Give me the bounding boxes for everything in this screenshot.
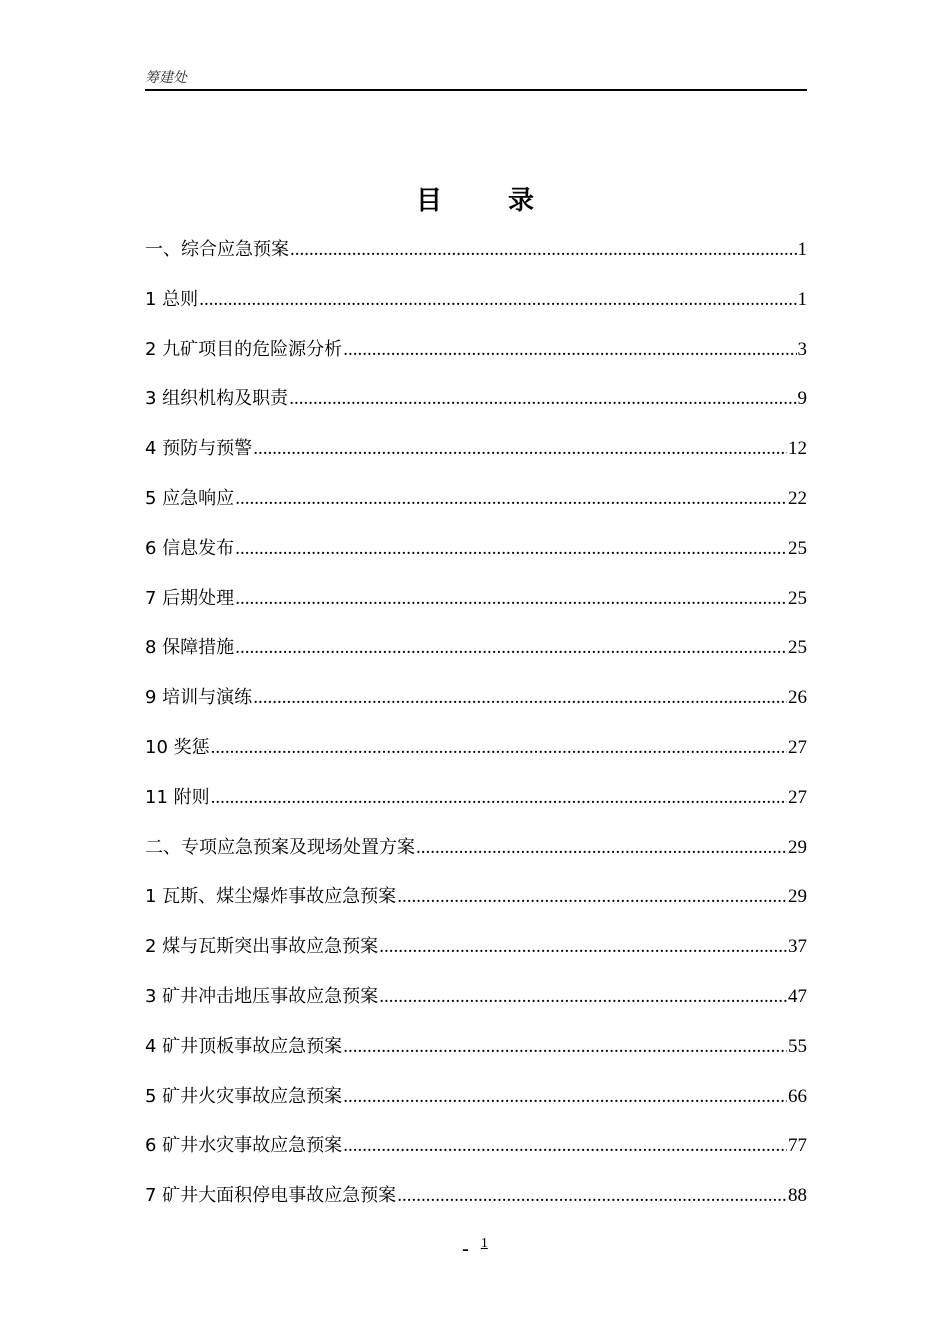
toc-entry-page[interactable]: 25 (788, 587, 807, 609)
toc-entry-page[interactable]: 29 (788, 836, 807, 858)
toc-entry-label[interactable]: 5 应急响应 (145, 487, 235, 509)
toc-entry-page[interactable]: 27 (788, 736, 807, 758)
toc-entry-page[interactable]: 66 (788, 1085, 807, 1107)
page-number: 1 (480, 1236, 488, 1251)
toc-leader-dots (253, 427, 787, 471)
toc-entry-page[interactable]: 25 (788, 637, 807, 659)
toc-entry-page[interactable]: 1 (797, 288, 807, 310)
toc-entry[interactable] (145, 826, 807, 876)
toc-leader-dots (343, 1075, 787, 1119)
toc-entry-page[interactable]: 88 (788, 1185, 807, 1207)
toc-leader-dots (289, 377, 796, 421)
page-footer (0, 1236, 950, 1261)
toc-title (0, 180, 950, 222)
toc-entry-label[interactable]: 7 后期处理 (145, 587, 235, 609)
toc-entry[interactable] (145, 228, 807, 278)
header-rule (145, 89, 807, 91)
toc-entry-page[interactable]: 22 (788, 487, 807, 509)
toc-entry-label[interactable]: 二、专项应急预案及现场处置方案 (145, 836, 415, 858)
table-of-contents (145, 228, 807, 1224)
toc-entry[interactable] (145, 377, 807, 427)
toc-entry[interactable] (145, 427, 807, 477)
page-header (145, 68, 807, 88)
toc-entry[interactable] (145, 676, 807, 726)
toc-entry[interactable] (145, 1025, 807, 1075)
toc-leader-dots (343, 1025, 787, 1069)
toc-entry-page[interactable]: 1 (797, 239, 807, 260)
toc-leader-dots (253, 676, 787, 720)
toc-leader-dots (343, 1124, 787, 1168)
toc-entry-page[interactable]: 77 (788, 1135, 807, 1157)
toc-entry-label[interactable]: 10 奖惩 (145, 736, 210, 758)
toc-entry[interactable] (145, 278, 807, 328)
toc-entry-page[interactable]: 55 (788, 1035, 807, 1057)
toc-entry-label[interactable]: 一、综合应急预案 (145, 239, 289, 260)
toc-entry-label[interactable]: 11 附则 (145, 786, 210, 808)
toc-entry-label[interactable]: 1 瓦斯、煤尘爆炸事故应急预案 (145, 886, 397, 908)
toc-entry[interactable] (145, 726, 807, 776)
toc-entry-label[interactable]: 6 信息发布 (145, 537, 235, 559)
toc-entry[interactable] (145, 1075, 807, 1125)
toc-leader-dots (235, 626, 787, 670)
toc-entry-label[interactable]: 1 总则 (145, 288, 199, 310)
toc-entry-label[interactable]: 6 矿井水灾事故应急预案 (145, 1135, 343, 1157)
footer-dash: - (462, 1238, 469, 1260)
toc-entry-label[interactable]: 8 保障措施 (145, 637, 235, 659)
toc-title-right: 录 (508, 186, 535, 216)
toc-entry[interactable] (145, 975, 807, 1025)
toc-entry-page[interactable]: 25 (788, 537, 807, 559)
toc-leader-dots (235, 577, 787, 621)
toc-leader-dots (290, 228, 797, 272)
toc-leader-dots (416, 826, 787, 870)
toc-entry-page[interactable]: 47 (788, 985, 807, 1007)
toc-entry-label[interactable]: 7 矿井大面积停电事故应急预案 (145, 1185, 397, 1207)
toc-leader-dots (211, 726, 787, 770)
toc-entry-label[interactable]: 2 煤与瓦斯突出事故应急预案 (145, 936, 379, 958)
toc-entry[interactable] (145, 1174, 807, 1224)
toc-leader-dots (199, 278, 796, 322)
toc-entry-label[interactable]: 4 矿井顶板事故应急预案 (145, 1035, 343, 1057)
toc-entry-label[interactable]: 5 矿井火灾事故应急预案 (145, 1085, 343, 1107)
toc-entry-label[interactable]: 3 组织机构及职责 (145, 388, 289, 410)
toc-leader-dots (379, 975, 787, 1019)
toc-leader-dots (397, 875, 787, 919)
toc-leader-dots (211, 776, 787, 820)
toc-entry[interactable] (145, 577, 807, 627)
toc-leader-dots (343, 328, 796, 372)
toc-entry[interactable] (145, 1124, 807, 1174)
toc-entry-label[interactable]: 2 九矿项目的危险源分析 (145, 338, 343, 360)
toc-entry[interactable] (145, 328, 807, 378)
toc-entry-page[interactable]: 29 (788, 886, 807, 908)
toc-entry-page[interactable]: 3 (797, 338, 807, 360)
toc-entry-label[interactable]: 3 矿井冲击地压事故应急预案 (145, 985, 379, 1007)
toc-entry[interactable] (145, 875, 807, 925)
toc-entry[interactable] (145, 925, 807, 975)
toc-entry[interactable] (145, 776, 807, 826)
toc-entry-label[interactable]: 9 培训与演练 (145, 687, 253, 709)
toc-leader-dots (379, 925, 787, 969)
toc-leader-dots (235, 527, 787, 571)
toc-entry[interactable] (145, 477, 807, 527)
toc-entry[interactable] (145, 527, 807, 577)
toc-entry[interactable] (145, 626, 807, 676)
toc-entry-page[interactable]: 26 (788, 687, 807, 709)
toc-leader-dots (397, 1174, 787, 1218)
header-text: 筹建处 (145, 70, 187, 86)
toc-entry-page[interactable]: 12 (788, 438, 807, 460)
toc-entry-page[interactable]: 27 (788, 786, 807, 808)
toc-entry-page[interactable]: 9 (797, 388, 807, 410)
toc-title-left: 目 (415, 186, 442, 216)
toc-entry-page[interactable]: 37 (788, 936, 807, 958)
toc-leader-dots (235, 477, 787, 521)
toc-entry-label[interactable]: 4 预防与预警 (145, 438, 253, 460)
